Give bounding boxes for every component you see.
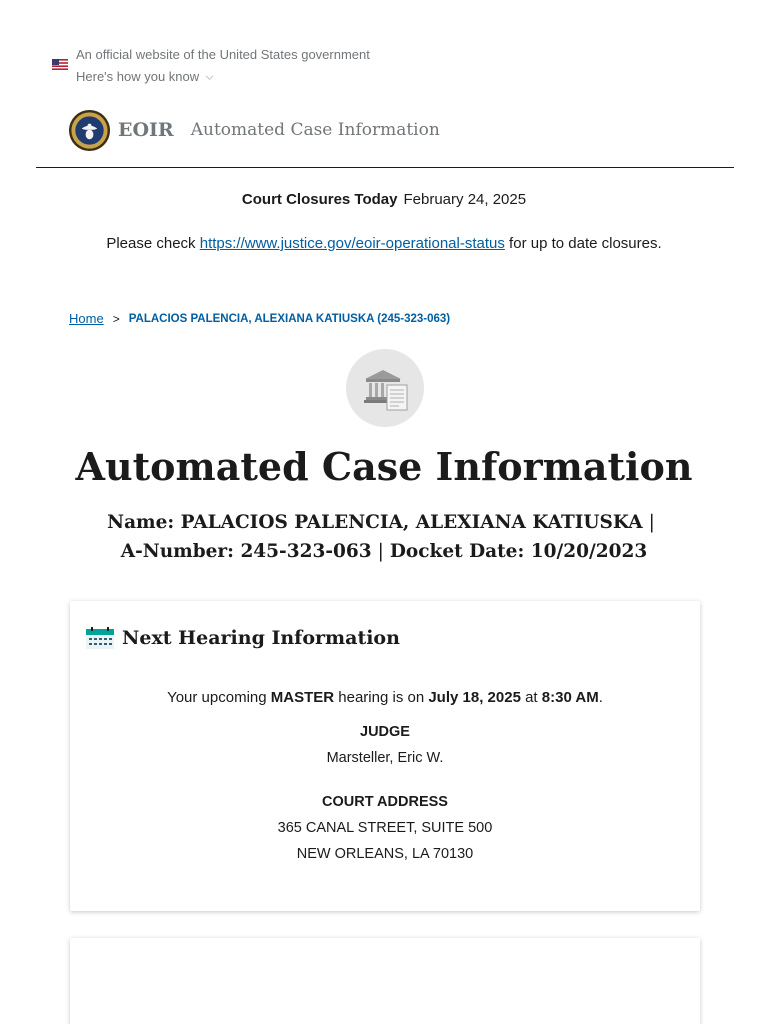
case-name: Name: PALACIOS PALENCIA, ALEXIANA KATIUSKA [107,512,643,533]
breadcrumb-separator: > [112,311,120,326]
us-flag-icon [52,59,68,70]
calendar-icon [86,627,114,649]
operational-status-link[interactable]: https://www.justice.gov/eoir-operational-status [199,235,505,252]
header-divider [36,167,734,168]
meta-divider: | [377,541,384,562]
court-address-line2: NEW ORLEANS, LA 70130 [296,846,474,862]
closures-label: Court Closures Today [241,191,398,208]
court-address-block [70,789,700,867]
check-suffix: for up to date closures. [504,235,662,252]
judge-block [70,719,700,771]
courthouse-document-icon [346,349,424,427]
breadcrumb [69,311,450,326]
doj-seal-icon [68,109,111,152]
heres-how-you-know-button[interactable] [76,66,214,88]
next-hearing-card [70,601,700,911]
hearing-time: 8:30 AM [541,689,599,706]
site-subtitle: Automated Case Information [190,120,440,140]
courthouse-icon [346,349,424,427]
next-hearing-title: Next Hearing Information [122,627,400,649]
check-prefix: Please check [106,235,200,252]
hearing-end: . [598,689,603,706]
site-brand: EOIR [118,119,174,141]
hearing-date: July 18, 2025 [428,689,521,706]
hearing-middle: hearing is on [334,689,429,706]
closures-date: February 24, 2025 [403,191,527,208]
hearing-prefix: Your upcoming [167,689,271,706]
docket-date: Docket Date: 10/20/2023 [389,541,648,562]
gov-official-text: An official website of the United States government [76,47,370,62]
page-title: Automated Case Information [75,444,693,489]
breadcrumb-current[interactable]: PALACIOS PALENCIA, ALEXIANA KATIUSKA (245-323-063) [128,312,451,325]
hearing-type: MASTER [270,689,335,706]
hearing-at: at [520,689,542,706]
chevron-down-icon [205,73,214,82]
breadcrumb-home-link[interactable]: Home [69,311,104,326]
closures-check [0,234,768,254]
court-closures [0,190,768,210]
meta-divider: | [648,512,655,533]
judge-name: Marsteller, Eric W. [326,750,444,766]
hearing-summary [70,687,700,709]
court-address-line1: 365 CANAL STREET, SUITE 500 [277,820,493,836]
case-summary [0,508,768,566]
a-number: A-Number: 245-323-063 [120,541,372,562]
secondary-card [70,938,700,1024]
court-address-label: COURT ADDRESS [322,794,448,810]
heres-how-you-know-label: Here's how you know [76,69,200,84]
site-header[interactable] [68,108,440,152]
judge-label: JUDGE [360,724,410,740]
